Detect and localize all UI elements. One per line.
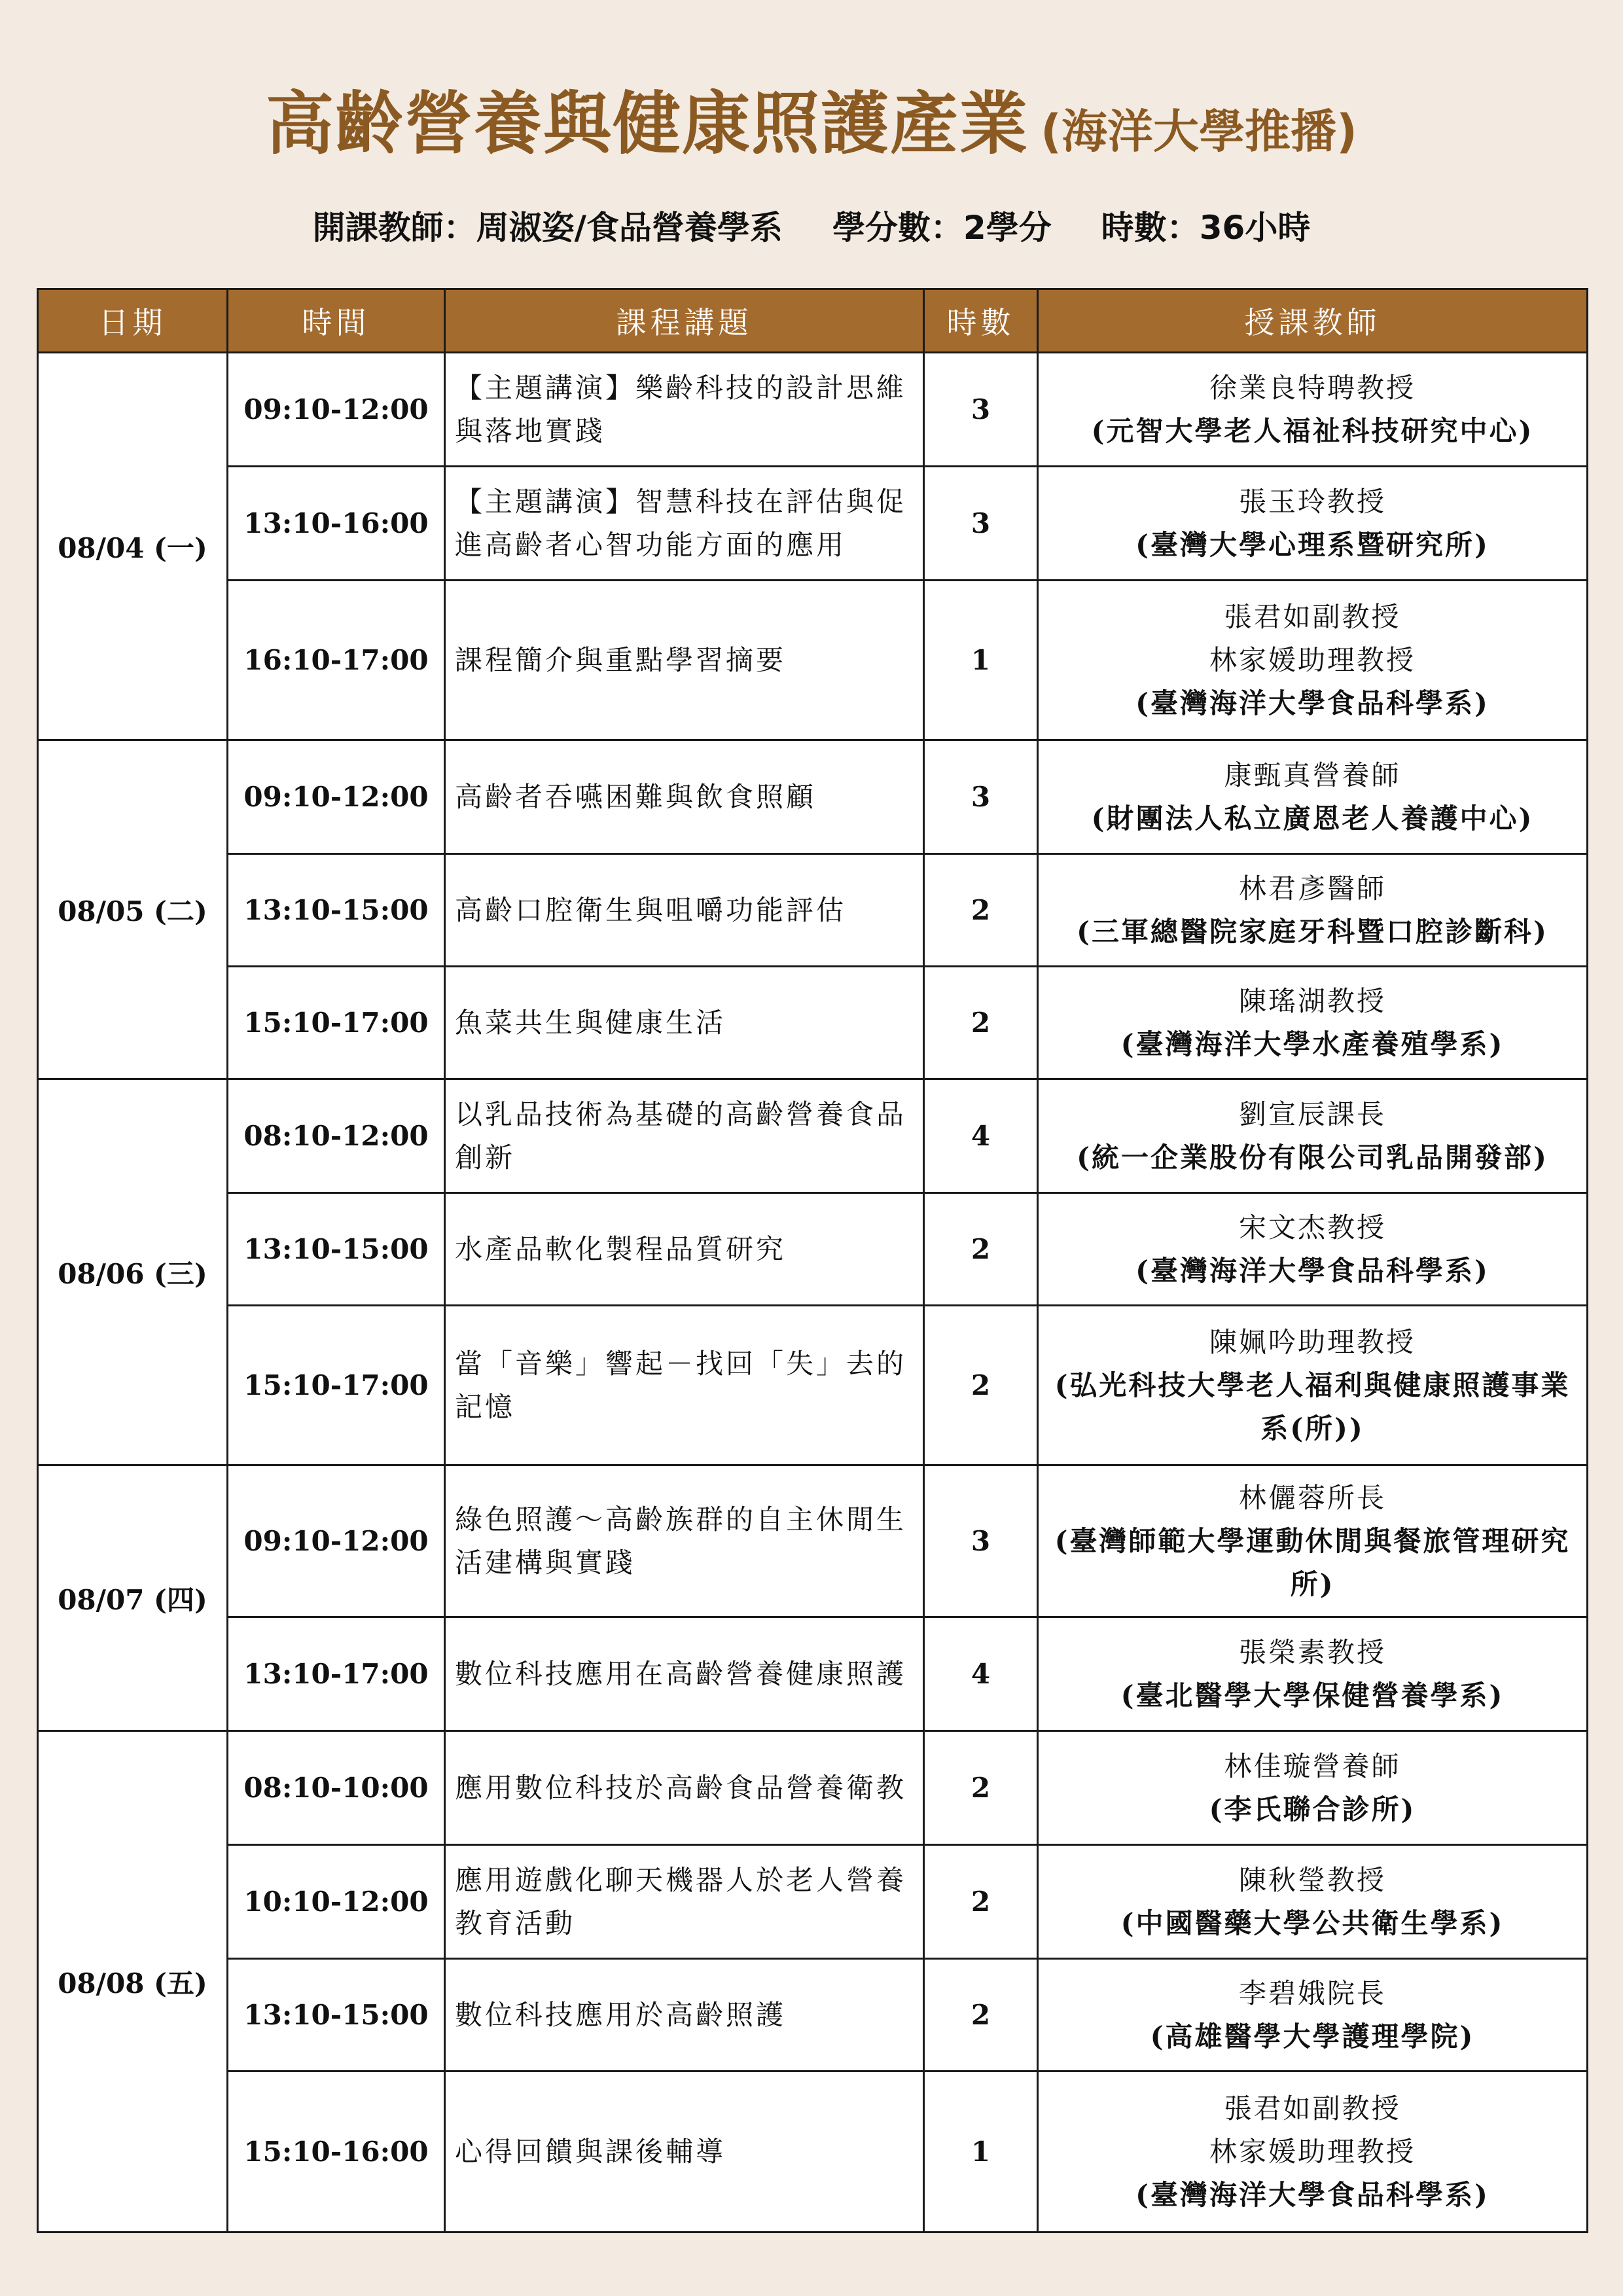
teacher-cell [1038,854,1588,967]
schedule-row [38,1465,1588,1617]
teacher-name: 陳姵吟助理教授 [1209,1325,1416,1358]
topic-cell: 【主題講演】樂齡科技的設計思維與落地實踐 [445,353,924,467]
teacher-affiliation: (統一企業股份有限公司乳品開發部) [1077,1141,1548,1174]
topic-cell: 心得回饋與課後輔導 [445,2072,924,2233]
schedule-row [38,740,1588,854]
time-cell: 08:10-10:00 [228,1731,445,1845]
teacher-affiliation: (臺灣海洋大學食品科學系) [1135,1254,1489,1287]
schedule-table [37,288,1588,2233]
hours-info: 時數：36小時 [1101,209,1311,247]
topic-cell: 高齡口腔衛生與咀嚼功能評估 [445,854,924,967]
topic-cell: 魚菜共生與健康生活 [445,967,924,1079]
teacher-name: 張玉玲教授 [1238,485,1386,518]
teacher-affiliation: (財團法人私立廣恩老人養護中心) [1091,802,1534,834]
teacher-name: 康甄真營養師 [1224,759,1401,791]
column-header-date: 日期 [38,289,228,353]
teacher-affiliation: (臺灣師範大學運動休閒與餐旅管理研究所) [1054,1524,1571,1600]
teacher-name: 張君如副教授 [1224,2092,1401,2125]
teacher-name: 李碧娥院長 [1238,1977,1386,2009]
date-cell: 08/04 (一) [38,353,228,740]
schedule-row [38,1617,1588,1731]
time-cell: 15:10-16:00 [228,2072,445,2233]
teacher-cell [1038,1465,1588,1617]
teacher-affiliation: (臺灣海洋大學食品科學系) [1135,687,1489,719]
column-header-topic: 課程講題 [445,289,924,353]
schedule-row [38,353,1588,467]
course-meta [0,202,1623,249]
schedule-table-body [38,353,1588,2233]
column-header-hours: 時數 [924,289,1038,353]
time-cell: 13:10-16:00 [228,467,445,581]
teacher-cell [1038,1731,1588,1845]
time-cell: 08:10-12:00 [228,1079,445,1193]
time-cell: 09:10-12:00 [228,353,445,467]
teacher-cell [1038,2072,1588,2233]
teacher-cell [1038,740,1588,854]
hours-cell: 2 [924,1845,1038,1959]
hours-cell: 2 [924,967,1038,1079]
teacher-affiliation: (臺北醫學大學保健營養學系) [1120,1679,1505,1712]
hours-cell: 1 [924,2072,1038,2233]
teacher-cell [1038,581,1588,740]
time-cell: 15:10-17:00 [228,1306,445,1465]
time-cell: 13:10-17:00 [228,1617,445,1731]
time-cell: 16:10-17:00 [228,581,445,740]
course-subtitle: (海洋大學推播) [1041,105,1357,158]
schedule-row [38,854,1588,967]
teacher-affiliation: (高雄醫學大學護理學院) [1150,2020,1475,2053]
teacher-name: 劉宣辰課長 [1238,1098,1386,1130]
teacher-affiliation: (臺灣海洋大學水產養殖學系) [1120,1028,1505,1060]
hours-cell: 2 [924,1306,1038,1465]
schedule-row [38,2072,1588,2233]
topic-cell: 數位科技應用於高齡照護 [445,1959,924,2072]
topic-cell: 應用遊戲化聊天機器人於老人營養教育活動 [445,1845,924,1959]
time-cell: 13:10-15:00 [228,1959,445,2072]
teacher-cell [1038,1959,1588,2072]
teacher-name: 陳秋瑩教授 [1238,1863,1386,1896]
schedule-row [38,1731,1588,1845]
teacher-cell [1038,1079,1588,1193]
teacher-name: 張君如副教授 [1224,600,1401,633]
date-cell: 08/06 (三) [38,1079,228,1465]
column-header-teacher: 授課教師 [1038,289,1588,353]
teacher-cell [1038,1306,1588,1465]
time-cell: 13:10-15:00 [228,854,445,967]
topic-cell: 以乳品技術為基礎的高齡營養食品創新 [445,1079,924,1193]
schedule-row [38,1193,1588,1306]
topic-cell: 課程簡介與重點學習摘要 [445,581,924,740]
schedule-row [38,967,1588,1079]
schedule-row [38,1959,1588,2072]
hours-cell: 3 [924,740,1038,854]
time-cell: 15:10-17:00 [228,967,445,1079]
schedule-row [38,581,1588,740]
teacher-name: 林佳璇營養師 [1224,1749,1401,1782]
teacher-affiliation: (元智大學老人福祉科技研究中心) [1091,414,1534,447]
teacher-cell [1038,1845,1588,1959]
topic-cell: 高齡者吞嚥困難與飲食照顧 [445,740,924,854]
hours-cell: 2 [924,854,1038,967]
hours-cell: 4 [924,1617,1038,1731]
schedule-row [38,1306,1588,1465]
teacher-name: 林君彥醫師 [1238,872,1386,905]
teacher-name: 林家媛助理教授 [1209,643,1416,676]
course-title: 高齡營養與健康照護產業 [266,84,1029,164]
time-cell: 10:10-12:00 [228,1845,445,1959]
teacher-name: 張榮素教授 [1238,1636,1386,1668]
time-cell: 09:10-12:00 [228,740,445,854]
schedule-row [38,467,1588,581]
hours-cell: 3 [924,467,1038,581]
teacher-cell [1038,353,1588,467]
time-cell: 13:10-15:00 [228,1193,445,1306]
topic-cell: 應用數位科技於高齡食品營養衛教 [445,1731,924,1845]
teacher-name: 宋文杰教授 [1238,1211,1386,1244]
date-cell: 08/08 (五) [38,1731,228,2233]
hours-cell: 1 [924,581,1038,740]
teacher-name: 林儷蓉所長 [1238,1481,1386,1514]
time-cell: 09:10-12:00 [228,1465,445,1617]
schedule-row [38,1079,1588,1193]
teacher-cell [1038,467,1588,581]
teacher-name: 陳瑤湖教授 [1238,984,1386,1017]
credits-info: 學分數：2學分 [832,209,1052,247]
schedule-row [38,1845,1588,1959]
page-title-block [0,69,1623,167]
teacher-affiliation: (李氏聯合診所) [1209,1793,1416,1825]
hours-cell: 3 [924,1465,1038,1617]
hours-cell: 2 [924,1731,1038,1845]
header-row [38,289,1588,353]
teacher-name: 徐業良特聘教授 [1209,371,1416,404]
topic-cell: 【主題講演】智慧科技在評估與促進高齡者心智功能方面的應用 [445,467,924,581]
teacher-affiliation: (三軍總醫院家庭牙科暨口腔診斷科) [1077,915,1548,948]
teacher-name: 林家媛助理教授 [1209,2135,1416,2168]
hours-cell: 2 [924,1193,1038,1306]
instructor-info: 開課教師：周淑姿/食品營養學系 [312,209,783,247]
teacher-cell [1038,1193,1588,1306]
schedule-table-header [38,289,1588,353]
date-cell: 08/05 (二) [38,740,228,1079]
hours-cell: 4 [924,1079,1038,1193]
teacher-cell [1038,1617,1588,1731]
teacher-affiliation: (弘光科技大學老人福利與健康照護事業系(所)) [1054,1369,1571,1444]
teacher-affiliation: (中國醫藥大學公共衛生學系) [1120,1907,1505,1939]
topic-cell: 水產品軟化製程品質研究 [445,1193,924,1306]
topic-cell: 綠色照護～高齡族群的自主休閒生活建構與實踐 [445,1465,924,1617]
hours-cell: 3 [924,353,1038,467]
column-header-time: 時間 [228,289,445,353]
hours-cell: 2 [924,1959,1038,2072]
topic-cell: 數位科技應用在高齡營養健康照護 [445,1617,924,1731]
date-cell: 08/07 (四) [38,1465,228,1731]
topic-cell: 當「音樂」響起－找回「失」去的記憶 [445,1306,924,1465]
teacher-affiliation: (臺灣大學心理系暨研究所) [1135,528,1489,561]
teacher-cell [1038,967,1588,1079]
teacher-affiliation: (臺灣海洋大學食品科學系) [1135,2178,1489,2211]
